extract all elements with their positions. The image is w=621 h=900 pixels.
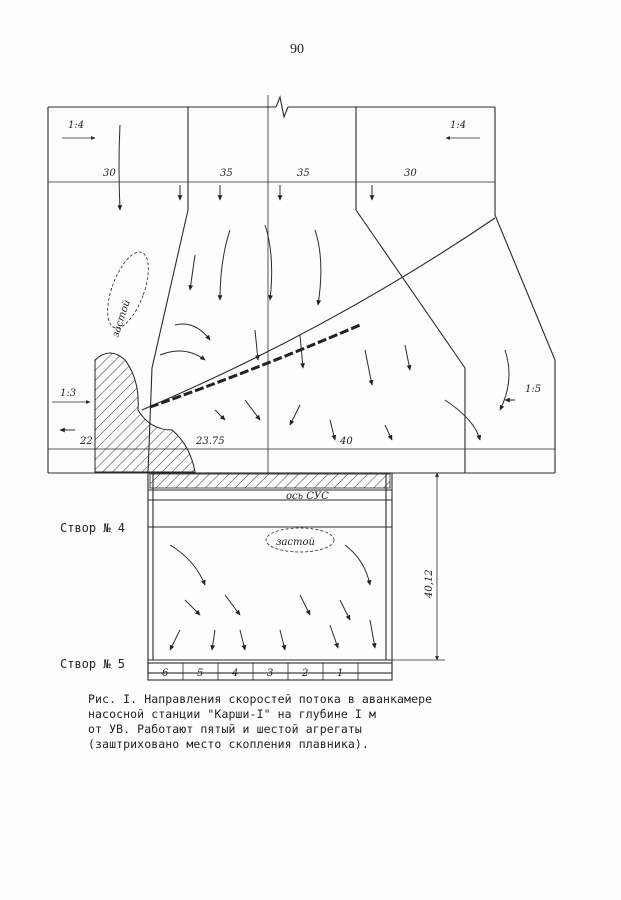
dim-bottom-left: 22 bbox=[80, 436, 93, 447]
caption-line-3: от УВ. Работают пятый и шестой агрегаты bbox=[88, 722, 362, 736]
caption-line-4: (заштриховано место скопления плавника). bbox=[88, 737, 369, 751]
unit-4: 4 bbox=[232, 668, 239, 679]
slope-mid-left: 1:3 bbox=[60, 388, 77, 399]
unit-1: 1 bbox=[337, 668, 344, 679]
unit-5: 5 bbox=[197, 668, 204, 679]
stagnation-label-bottom: застой bbox=[276, 537, 315, 548]
debris-hatched-zone bbox=[95, 353, 195, 472]
caption-line-2: насосной станции "Карши-I" на глубине I м bbox=[88, 707, 376, 721]
unit-2: 2 bbox=[302, 668, 309, 679]
dim-bottom-mid: 23.75 bbox=[196, 436, 225, 447]
axis-label: ось СУС bbox=[286, 491, 329, 502]
stagnation-oval-top bbox=[99, 247, 156, 333]
section-label-stvor4: Створ № 4 bbox=[60, 521, 126, 535]
dim-top-right: 30 bbox=[404, 168, 417, 179]
unit-3: 3 bbox=[267, 668, 274, 679]
slope-top-right: 1:4 bbox=[450, 120, 467, 131]
guide-boom bbox=[142, 218, 495, 410]
unit-6: 6 bbox=[162, 668, 169, 679]
slope-mid-right: 1:5 bbox=[525, 384, 542, 395]
dim-top-mid-right: 35 bbox=[297, 168, 310, 179]
top-boundary bbox=[48, 97, 495, 117]
dim-vertical: 40,12 bbox=[424, 569, 435, 598]
intake-chamber bbox=[148, 473, 445, 673]
stagnation-label-top: застой bbox=[110, 298, 133, 339]
section-label-stvor5: Створ № 5 bbox=[60, 657, 126, 671]
dim-top-mid-left: 35 bbox=[220, 168, 233, 179]
caption-line-1: Рис. I. Направления скоростей потока в аванкамере bbox=[88, 692, 433, 706]
slope-top-left: 1:4 bbox=[68, 120, 85, 131]
dim-top-left: 30 bbox=[103, 168, 116, 179]
page-number: 90 bbox=[290, 42, 304, 57]
dim-bottom-right: 40 bbox=[340, 436, 353, 447]
